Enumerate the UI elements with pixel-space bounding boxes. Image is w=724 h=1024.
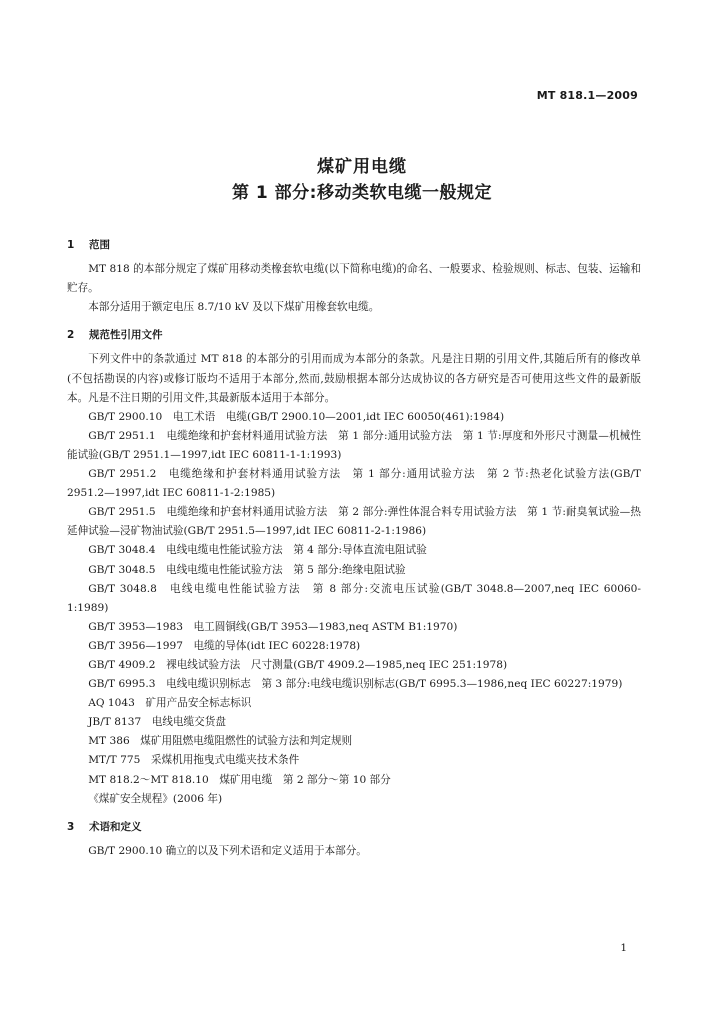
page-number: 1 [620, 942, 627, 954]
document-body [67, 236, 641, 861]
document-subtitle: 第 1 部分:移动类软电缆一般规定 [232, 183, 492, 203]
section-title: 范围 [89, 239, 110, 251]
paragraph: 本部分适用于额定电压 8.7/10 kV 及以下煤矿用橡套软电缆。 [88, 301, 380, 314]
reference-item: GB/T 2951.1 电缆绝缘和护套材料通用试验方法 第 1 部分:通用试验方法 第 1 节:厚度和外形尺寸测量—机械性能试验(GB/T 2951.1—1997,idt IEC 60811-1-1:1993) [67, 429, 641, 461]
section-heading-1 [67, 236, 641, 255]
reference-item: MT 386 煤矿用阻燃电缆阻燃性的试验方法和判定规则 [88, 735, 353, 748]
section-title: 术语和定义 [89, 820, 142, 833]
section-title: 规范性引用文件 [89, 329, 163, 342]
section-number: 3 [67, 820, 75, 833]
section-heading-3 [67, 818, 641, 837]
reference-item: GB/T 6995.3 电线电缆识别标志 第 3 部分:电线电缆识别标志(GB/T 6995.3—1986,neq IEC 60227:1979) [88, 678, 623, 691]
reference-item: MT/T 775 采煤机用拖曳式电缆夹技术条件 [88, 754, 300, 767]
reference-item: GB/T 2900.10 电工术语 电缆(GB/T 2900.10—2001,idt IEC 60050(461):1984) [88, 410, 505, 423]
reference-item: GB/T 3953—1983 电工圆铜线(GB/T 3953—1983,neq ASTM B1:1970) [88, 620, 458, 633]
paragraph: GB/T 2900.10 确立的以及下列术语和定义适用于本部分。 [88, 844, 367, 857]
reference-item: GB/T 2951.2 电缆绝缘和护套材料通用试验方法 第 1 部分:通用试验方法 第 2 节:热老化试验方法(GB/T 2951.2—1997,idt IEC 60811-1-2:1985) [67, 468, 641, 500]
reference-item: GB/T 3956—1997 电缆的导体(idt IEC 60228:1978) [88, 639, 361, 652]
paragraph: 下列文件中的条款通过 MT 818 的本部分的引用而成为本部分的条款。凡是注日期的引用文件,其随后所有的修改单(不包括勘误的内容)或修订版均不适用于本部分,然而,鼓励根据本部分达成协议的各方研究是否可使用这些文件的最新版本。凡是不注日期的引用文件,其最新版本适用于本部分。 [67, 353, 641, 404]
reference-item: GB/T 3048.5 电线电缆电性能试验方法 第 5 部分:绝缘电阻试验 [88, 563, 406, 576]
standard-code: MT 818.1—2009 [536, 89, 638, 102]
reference-item: GB/T 4909.2 裸电线试验方法 尺寸测量(GB/T 4909.2—1985,neq IEC 251:1978) [88, 658, 508, 671]
reference-item: AQ 1043 矿用产品安全标志标识 [88, 697, 252, 710]
reference-item: GB/T 3048.8 电线电缆电性能试验方法 第 8 部分:交流电压试验(GB/T 3048.8—2007,neq IEC 60060-1:1989) [67, 582, 641, 614]
section-number: 2 [67, 329, 75, 342]
reference-item: MT 818.2～MT 818.10 煤矿用电缆 第 2 部分～第 10 部分 [88, 773, 391, 786]
reference-item: GB/T 3048.4 电线电缆电性能试验方法 第 4 部分:导体直流电阻试验 [88, 544, 427, 557]
paragraph: MT 818 的本部分规定了煤矿用移动类橡套软电缆(以下简称电缆)的命名、一般要求、检验规则、标志、包装、运输和贮存。 [67, 263, 641, 295]
section-heading-2 [67, 326, 641, 345]
section-number: 1 [67, 239, 75, 251]
document-title: 煤矿用电缆 [317, 157, 407, 177]
reference-item: JB/T 8137 电线电缆交货盘 [88, 716, 226, 729]
reference-item: GB/T 2951.5 电缆绝缘和护套材料通用试验方法 第 2 部分:弹性体混合料专用试验方法 第 1 节:耐臭氧试验—热延伸试验—浸矿物油试验(GB/T 2951.5—1997,idt IEC 60811-2-1:1986) [67, 506, 641, 538]
reference-item: 《煤矿安全规程》(2006 年) [88, 792, 223, 805]
